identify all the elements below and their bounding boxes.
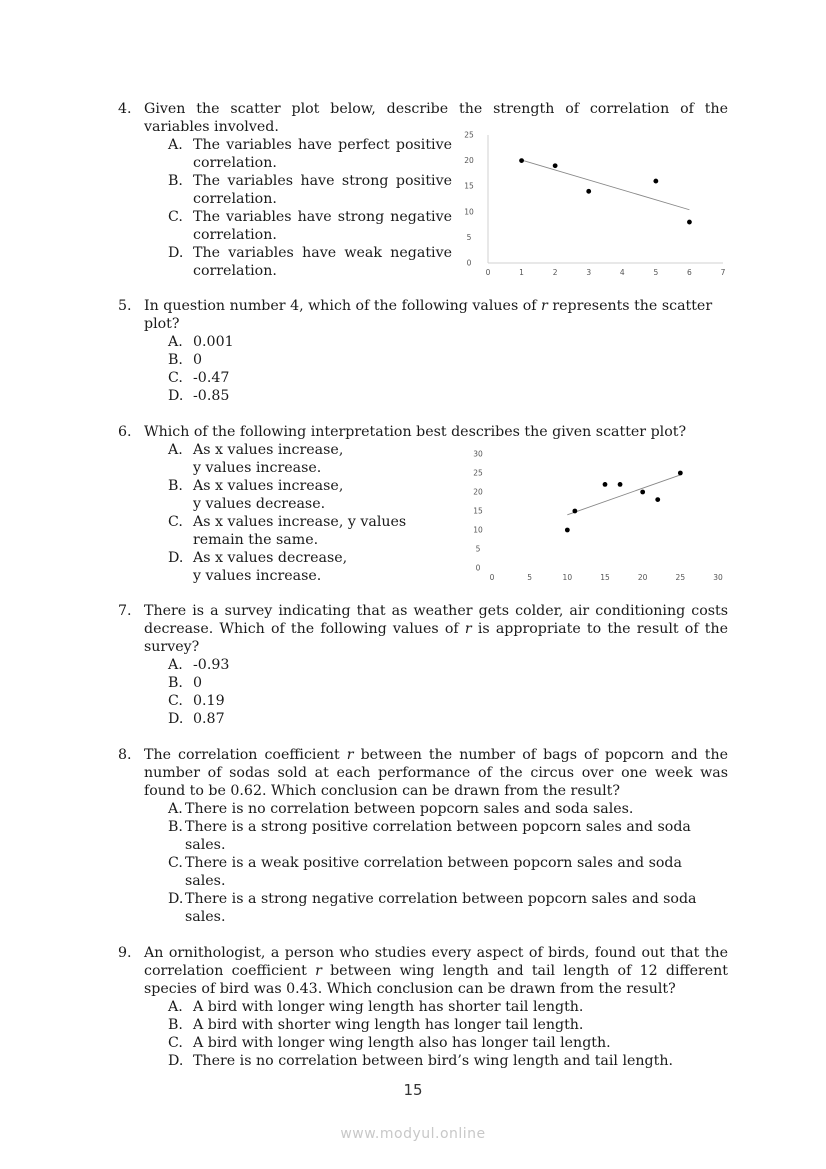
x-tick-label: 15: [600, 573, 610, 582]
scatter-plot-q4: [455, 128, 735, 280]
option-b[interactable]: [168, 674, 728, 692]
option-b[interactable]: [168, 1016, 728, 1034]
data-point: [655, 497, 660, 502]
option-text: As x values decrease, y values increase.: [193, 550, 348, 584]
option-text: The variables have weak negative correlation.: [193, 245, 452, 279]
data-point: [653, 179, 658, 184]
option-c[interactable]: [168, 692, 728, 710]
variable-r: r: [346, 747, 354, 763]
y-tick-label: 20: [464, 156, 474, 166]
option-label: A.: [168, 442, 183, 458]
question-7: [118, 602, 728, 728]
y-tick-label: 10: [464, 207, 474, 217]
question-number: 6.: [118, 424, 132, 440]
option-b[interactable]: [168, 818, 728, 854]
option-label: A.: [168, 334, 183, 350]
x-tick-label: 10: [562, 573, 573, 582]
y-tick-label: 15: [464, 181, 474, 191]
option-label: D.: [168, 550, 184, 566]
x-tick-label: 2: [552, 268, 558, 277]
option-label: B.: [168, 819, 183, 835]
data-point: [565, 528, 570, 533]
y-tick-label: 25: [473, 468, 483, 478]
y-tick-label: 25: [464, 130, 474, 140]
question-9: [118, 944, 728, 1070]
question-5: [118, 297, 728, 405]
option-label: D.: [168, 1053, 184, 1069]
option-text: 0: [193, 352, 203, 368]
option-label: D.: [168, 891, 184, 907]
question-text: Which of the following interpretation best describes the given scatter plot?: [144, 424, 687, 440]
option-text: 0.001: [193, 334, 234, 350]
option-text: There is a strong positive correlation between popcorn sales and soda sales.: [185, 819, 691, 853]
question-text: Given the scatter plot below, describe the strength of correlation of the variables involved.: [144, 101, 728, 135]
option-a[interactable]: [168, 656, 728, 674]
data-point: [519, 158, 524, 163]
option-d[interactable]: [168, 387, 728, 405]
options: [168, 136, 452, 280]
option-d[interactable]: [168, 244, 452, 280]
options: [168, 998, 728, 1070]
option-text: -0.47: [193, 370, 230, 386]
option-text: There is a weak positive correlation between popcorn sales and soda sales.: [185, 855, 682, 889]
option-text: A bird with longer wing length also has longer tail length.: [193, 1035, 611, 1051]
option-text: The variables have perfect positive correlation.: [193, 137, 452, 171]
question-8: [118, 746, 728, 926]
option-label: C.: [168, 370, 183, 386]
option-label: D.: [168, 711, 184, 727]
data-point: [553, 163, 558, 168]
x-tick-label: 4: [619, 268, 625, 277]
question-number: 5.: [118, 298, 132, 314]
trendline: [522, 160, 690, 210]
option-label: B.: [168, 352, 183, 368]
x-tick-label: 3: [586, 268, 592, 277]
y-tick-label: 20: [473, 487, 483, 497]
option-label: D.: [168, 388, 184, 404]
options: [168, 656, 728, 728]
option-label: B.: [168, 1017, 183, 1033]
option-label: B.: [168, 675, 183, 691]
option-text: There is no correlation between popcorn sales and soda sales.: [185, 801, 634, 817]
option-text: The variables have strong negative correlation.: [193, 209, 452, 243]
watermark: www.modyul.online: [340, 1126, 486, 1142]
option-label: A.: [168, 137, 183, 153]
option-text: As x values increase, y values increase.: [193, 442, 344, 476]
question-number: 4.: [118, 101, 132, 117]
options: [168, 800, 728, 926]
y-tick-label: 0: [466, 258, 472, 268]
option-a[interactable]: [168, 136, 452, 172]
question-number: 8.: [118, 747, 132, 763]
y-tick-label: 30: [473, 449, 483, 459]
option-label: C.: [168, 514, 183, 530]
x-tick-label: 0: [485, 268, 491, 277]
trendline: [567, 475, 680, 515]
data-point: [572, 509, 577, 514]
option-text: -0.85: [193, 388, 230, 404]
option-d[interactable]: [168, 890, 728, 926]
option-c[interactable]: [168, 369, 728, 387]
option-label: A.: [168, 801, 183, 817]
y-tick-label: 15: [473, 506, 483, 516]
option-label: C.: [168, 1035, 183, 1051]
option-b[interactable]: [168, 351, 728, 369]
question-text: There is a survey indicating that as weather gets colder, air conditioning costs decrease. Which of the following values of r is appropriate to the result of the survey?: [144, 603, 728, 655]
x-tick-label: 1: [519, 268, 524, 277]
option-c[interactable]: [168, 854, 728, 890]
question-text: An ornithologist, a person who studies every aspect of birds, found out that the correlation coefficient r between wing length and tail length of 12 different species of bird was 0.43. Which conclusion can be drawn from the result?: [144, 945, 728, 997]
scatter-plot-q6: [440, 443, 740, 588]
y-tick-label: 5: [466, 232, 472, 242]
option-label: C.: [168, 209, 183, 225]
option-text: There is no correlation between bird’s wing length and tail length.: [193, 1053, 673, 1069]
option-text: There is a strong negative correlation between popcorn sales and soda sales.: [185, 891, 697, 925]
x-tick-label: 20: [637, 573, 648, 582]
option-b[interactable]: [168, 172, 452, 208]
option-text: As x values increase, y values remain the same.: [193, 514, 407, 548]
x-tick-label: 25: [675, 573, 686, 582]
option-a[interactable]: [168, 800, 728, 818]
option-label: C.: [168, 693, 183, 709]
variable-r: r: [541, 298, 548, 314]
x-tick-label: 5: [527, 573, 533, 582]
option-text: A bird with longer wing length has shorter tail length.: [193, 999, 584, 1015]
data-point: [640, 490, 645, 495]
data-point: [678, 471, 683, 476]
data-point: [603, 482, 608, 487]
data-point: [586, 189, 591, 194]
option-text: As x values increase, y values decrease.: [193, 478, 344, 512]
option-c[interactable]: [168, 208, 452, 244]
option-text: The variables have strong positive correlation.: [193, 173, 452, 207]
x-tick-label: 5: [653, 268, 659, 277]
option-label: B.: [168, 478, 183, 494]
y-tick-label: 0: [475, 563, 481, 573]
y-tick-label: 10: [473, 525, 483, 535]
option-text: 0.87: [193, 711, 225, 727]
option-d[interactable]: [168, 710, 728, 728]
variable-r: r: [315, 963, 322, 979]
y-tick-label: 5: [475, 544, 481, 554]
option-label: C.: [168, 855, 183, 871]
option-text: 0: [193, 675, 203, 691]
data-point: [687, 220, 692, 225]
option-text: A bird with shorter wing length has longer tail length.: [193, 1017, 584, 1033]
x-tick-label: 7: [720, 268, 726, 277]
page-number: 15: [403, 1081, 423, 1099]
option-c[interactable]: [168, 1034, 728, 1052]
option-text: 0.19: [193, 693, 225, 709]
option-label: D.: [168, 245, 184, 261]
option-label: A.: [168, 999, 183, 1015]
option-label: A.: [168, 657, 183, 673]
options: [168, 333, 728, 405]
data-point: [618, 482, 623, 487]
question-text: The correlation coefficient r between the number of bags of popcorn and the number of sodas sold at each performance of the circus over one week was found to be 0.62. Which conclusion can be drawn from the result?: [144, 747, 729, 799]
option-a[interactable]: [168, 998, 728, 1016]
option-label: B.: [168, 173, 183, 189]
question-number: 9.: [118, 945, 132, 961]
option-a[interactable]: [168, 333, 728, 351]
question-number: 7.: [118, 603, 132, 619]
variable-r: r: [464, 621, 472, 637]
x-tick-label: 30: [713, 573, 723, 582]
option-d[interactable]: [168, 1052, 728, 1070]
x-tick-label: 6: [687, 268, 692, 277]
question-text: In question number 4, which of the following values of r represents the scatter plot?: [144, 298, 713, 332]
x-tick-label: 0: [489, 573, 495, 582]
option-text: -0.93: [193, 657, 230, 673]
